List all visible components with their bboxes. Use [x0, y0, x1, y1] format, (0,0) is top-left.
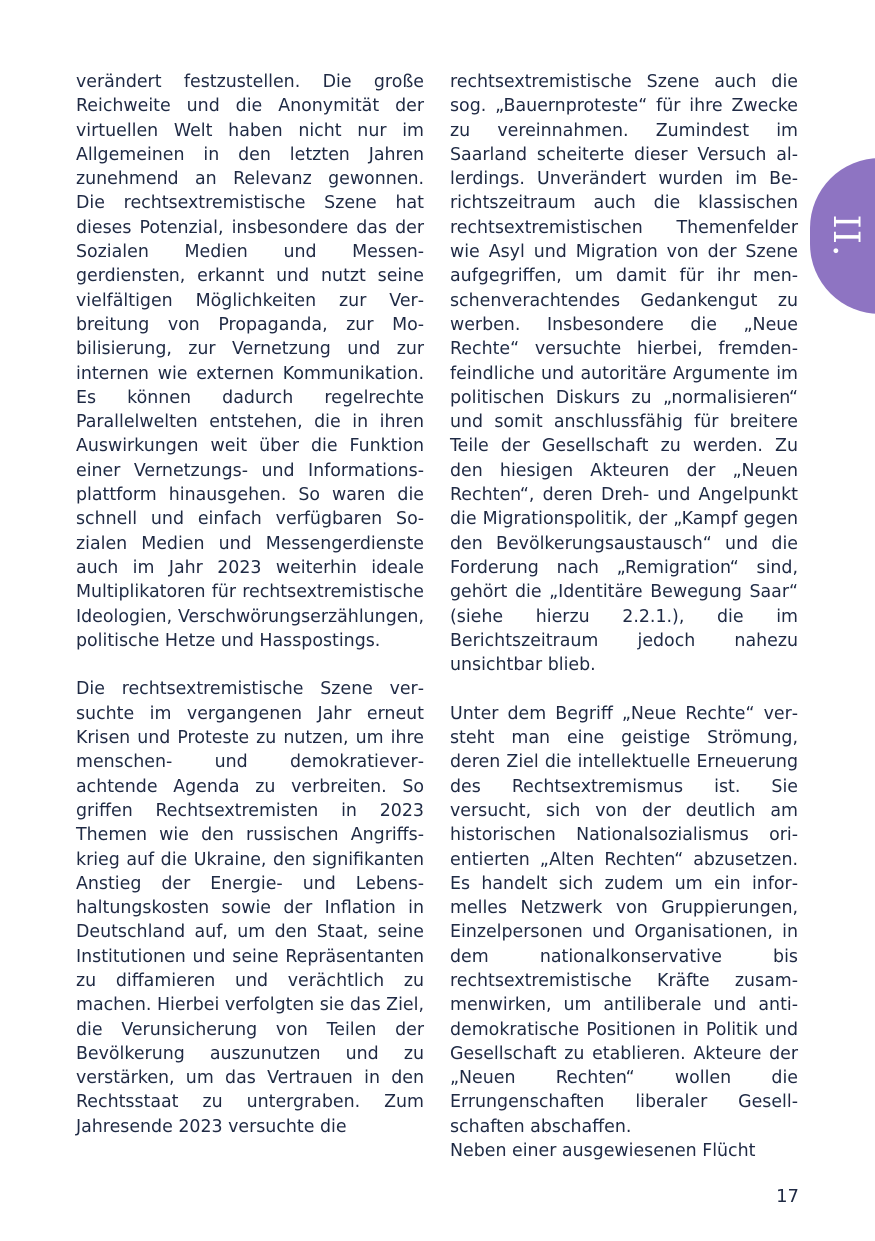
left-column [76, 70, 424, 1139]
body-paragraph: rechtsextremistische Szene auch die sog. „Bauernproteste“ für ihre Zwecke zu vereinnahmen. Zumindest im Saarland scheiterte dieser Versuch allerdings. Unverändert wurden im Berichtszeitraum auch die klassischen rechtsextremistischen Themenfelder wie Asyl und Migration von der Szene aufgegriffen, um damit für ihr menschenverachtendes Gedankengut zu werben. Insbesondere die „Neue Rechte“ versuchte hierbei, fremdenfeindliche und autoritäre Argumente im politischen Diskurs zu „normalisieren“ und somit anschlussfähig für breitere Teile der Gesellschaft zu werden. Zu den hiesigen Akteuren der „Neuen Rechten“, deren Dreh- und Angelpunkt die Migrationspolitik, der „Kampf gegen den Bevölkerungsaustausch“ und die Forderung nach „Remigration“ sind, gehört die „Identitäre Bewegung Saar“ (siehe hierzu 2.2.1.), die im Berichtszeitraum jedoch nahezu unsichtbar blieb. [450, 72, 798, 676]
right-column [450, 70, 798, 1163]
body-paragraph-continuation: Neben einer ausgewiesenen Flücht [450, 1141, 756, 1162]
chapter-tab [810, 158, 875, 314]
body-paragraph: verändert festzustellen. Die große Reichweite und die Anonymität der virtuellen Welt haben nicht nur im Allgemeinen in den letzten Jahren zunehmend an Relevanz gewonnen. Die rechtsextremistische Szene hat dieses Potenzial, insbesondere das der Sozialen Medien und Messengerdiensten, erkannt und nutzt seine vielfältigen Möglichkeiten zur Verbreitung von Propaganda, zur Mobilisierung, zur Vernetzung und zur internen wie externen Kommunikation. Es können dadurch regelrechte Parallelwelten entstehen, die in ihren Auswirkungen weit über die Funktion einer Vernetzungs- und Informationsplattform hinausgehen. So waren die schnell und einfach verfügbaren Sozialen Medien und Messengerdienste auch im Jahr 2023 weiterhin ideale Multiplikatoren für rechtsextremistische Ideologien, Verschwörungserzählungen, politische Hetze und Hasspostings. [76, 72, 424, 651]
body-paragraph: Die rechtsextremistische Szene versuchte im vergangenen Jahr erneut Krisen und Proteste zu nutzen, um ihre menschen- und demokratieverachtende Agenda zu verbreiten. So griffen Rechtsextremisten in 2023 Themen wie den russischen Angriffskrieg auf die Ukraine, den signifikanten Anstieg der Energie- und Lebenshaltungskosten sowie der Inflation in Deutschland auf, um den Staat, seine Institutionen und seine Repräsentanten zu diffamieren und verächtlich zu machen. Hierbei verfolgten sie das Ziel, die Verunsicherung von Teilen der Bevölkerung auszunutzen und zu verstärken, um das Vertrauen in den Rechtsstaat zu untergraben. Zum Jahresende 2023 versuchte die [76, 679, 424, 1137]
chapter-label: II. [824, 214, 866, 258]
page-number: 17 [776, 1186, 799, 1207]
body-paragraph: Unter dem Begriff „Neue Rechte“ versteht man eine geistige Strömung, deren Ziel die intellektuelle Erneuerung des Rechtsextremismus ist. Sie versucht, sich von der deutlich am historischen Nationalsozialismus orientierten „Alten Rechten“ abzusetzen. Es handelt sich zudem um ein informelles Netzwerk von Gruppierungen, Einzelpersonen und Organisationen, in dem nationalkonservative bis rechtsextremistische Kräfte zusammenwirken, um antiliberale und antidemokratische Positionen in Politik und Gesellschaft zu etablieren. Akteure der „Neuen Rechten“ wollen die Errungenschaften liberaler Gesellschaften abschaffen. [450, 703, 798, 1137]
